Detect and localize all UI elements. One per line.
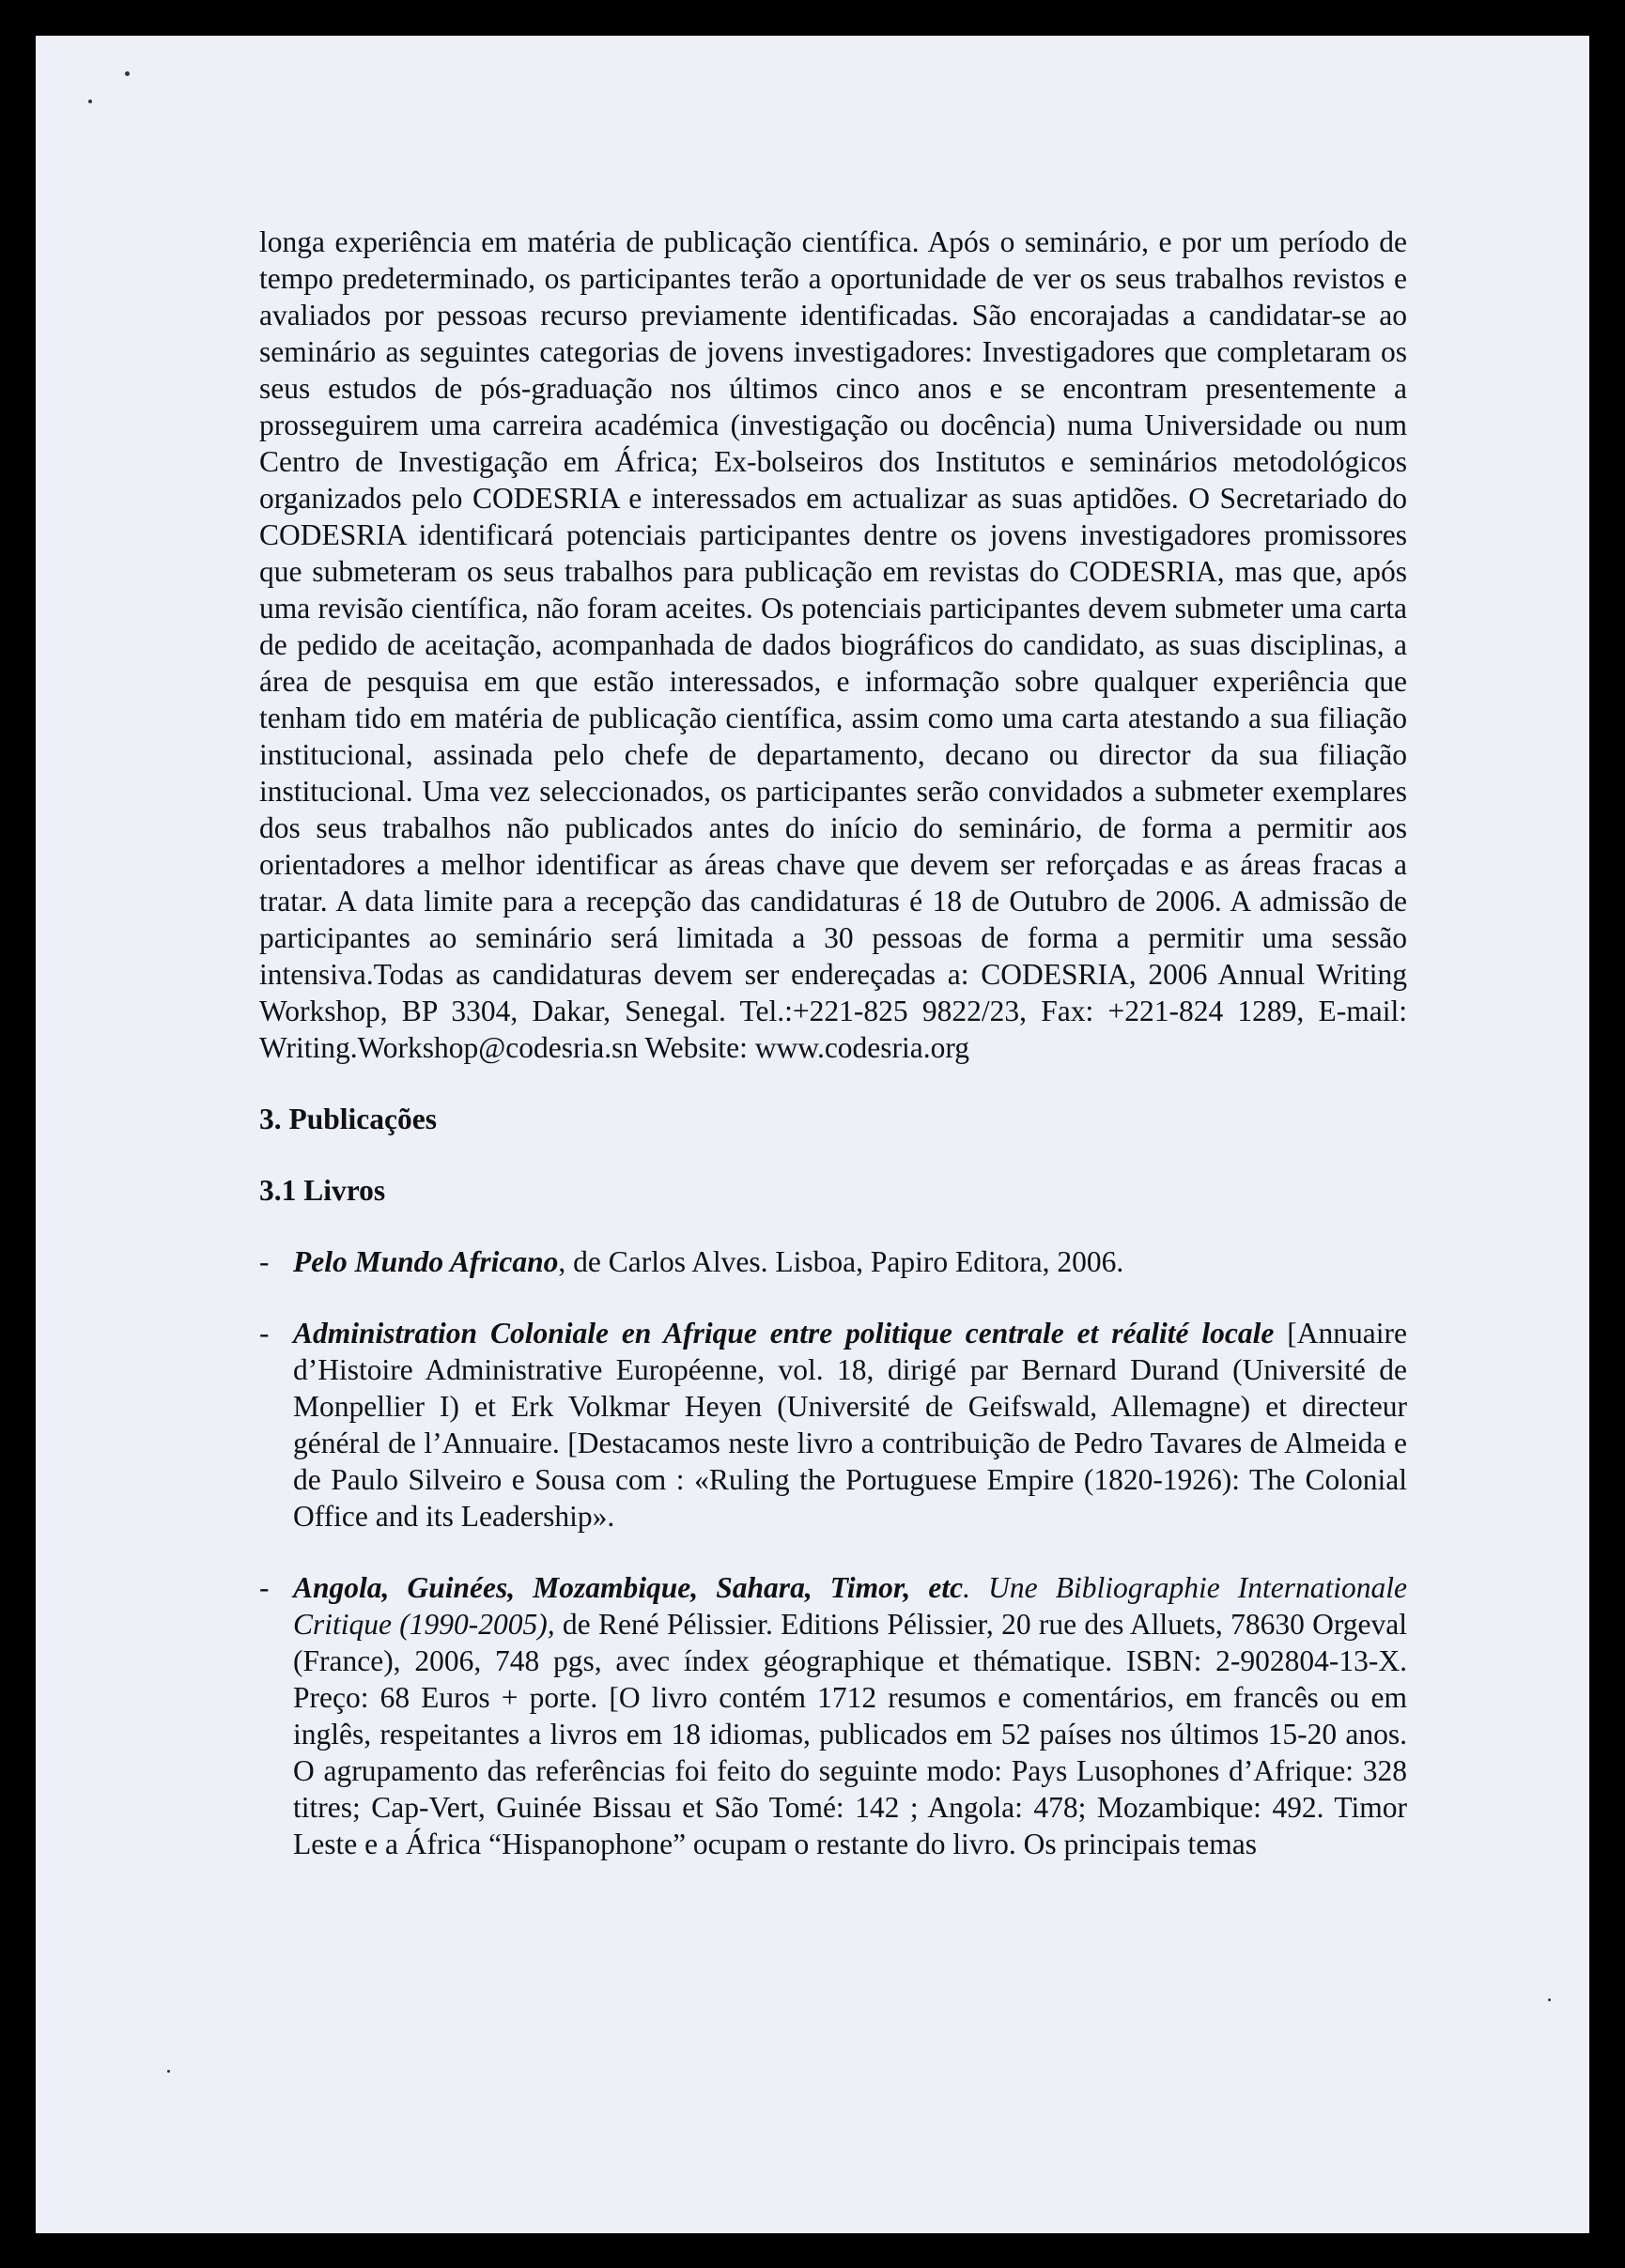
scan-speck — [167, 2070, 170, 2073]
book-subtitle: Une Bibliographie Internationale Critique (1990-2005), — [293, 1571, 1408, 1641]
subsection-heading: 3.1 Livros — [259, 1174, 386, 1207]
book-details: [Annuaire d’Histoire Administrative Européenne, vol. 18, dirigé par Bernard Durand (Université de Monpellier I) et Erk Volkmar Heyen (Université de Geifswald, Allemagne) et directeur général de l’Annuaire. [Destacamos neste livro a contribuição de Pedro Tavares de Almeida e de Paulo Silveiro e Sousa com : «Ruling the Portuguese Empire (1820-1926): The Colonial Office and its Leadership». — [293, 1317, 1407, 1533]
section-heading: 3. Publicações — [259, 1103, 437, 1135]
book-title: Angola, Guinées, Mozambique, Sahara, Timor, etc — [293, 1571, 964, 1604]
book-entry-text — [293, 1243, 1407, 1280]
list-dash: - — [259, 1571, 270, 1604]
list-dash: - — [259, 1317, 270, 1350]
book-entry — [259, 1569, 1407, 1862]
scan-speck — [88, 100, 92, 103]
book-details: , de Carlos Alves. Lisboa, Papiro Editora, 2006. — [558, 1245, 1124, 1278]
document-page — [36, 36, 1589, 2233]
list-dash: - — [259, 1245, 270, 1278]
book-title: Pelo Mundo Africano — [293, 1245, 559, 1278]
scan-speck — [1548, 1998, 1551, 2001]
book-details: de René Pélissier. Editions Pélissier, 20 rue des Alluets, 78630 Orgeval (France), 2006, 748 pgs, avec índex géographique et thématique. ISBN: 2-902804-13-X. Preço: 68 Euros + porte. [O livro contém 1712 resumos e comentários, em francês ou em inglês, respeitantes a livros em 18 idiomas, publicados em 52 países nos últimos 15-20 anos. O agrupamento das referências foi feito do seguinte modo: Pays Lusophones d’Afrique: 328 titres; Cap-Vert, Guinée Bissau et São Tomé: 142 ; Angola: 478; Mozambique: 492. Timor Leste e a África “Hispanophone” ocupam o restante do livro. Os principais temas — [293, 1608, 1407, 1860]
book-entry — [259, 1243, 1407, 1280]
book-entry-text — [293, 1315, 1407, 1535]
intro-paragraph: longa experiência em matéria de publicação científica. Após o seminário, e por um período de tempo predeterminado, os participantes terão a oportunidade de ver os seus trabalhos revistos e avaliados por pessoas recurso previamente identificadas. São encorajadas a candidatar-se ao seminário as seguintes categorias de jovens investigadores: Investigadores que completaram os seus estudos de pós-graduação nos últimos cinco anos e se encontram presentemente a prosseguirem uma carreira académica (investigação ou docência) numa Universidade ou num Centro de Investigação em África; Ex-bolseiros dos Institutos e seminários metodológicos organizados pelo CODESRIA e interessados em actualizar as suas aptidões. O Secretariado do CODESRIA identificará potenciais participantes dentre os jovens investigadores promissores que submeteram os seus trabalhos para publicação em revistas do CODESRIA, mas que, após uma revisão científica, não foram aceites. Os potenciais participantes devem submeter uma carta de pedido de aceitação, acompanhada de dados biográficos do candidato, as suas disciplinas, a área de pesquisa em que estão interessados, e informação sobre qualquer experiência que tenham tido em matéria de publicação científica, assim como uma carta atestando a sua filiação institucional, assinada pelo chefe de departamento, decano ou director da sua filiação institucional. Uma vez seleccionados, os participantes serão convidados a submeter exemplares dos seus trabalhos não publicados antes do início do seminário, de forma a permitir aos orientadores a melhor identificar as áreas chave que devem ser reforçadas e as áreas fracas a tratar. A data limite para a recepção das candidaturas é 18 de Outubro de 2006. A admissão de participantes ao seminário será limitada a 30 pessoas de forma a permitir uma sessão intensiva.Todas as candidaturas devem ser endereçadas a: CODESRIA, 2006 Annual Writing Workshop, BP 3304, Dakar, Senegal. Tel.:+221-825 9822/23, Fax: +221-824 1289, E-mail: Writing.Workshop@codesria.sn Website: www.codesria.org — [259, 225, 1407, 1064]
scan-speck — [125, 71, 130, 76]
book-entry-text — [293, 1569, 1407, 1862]
document-body — [259, 224, 1407, 1862]
book-title: Administration Coloniale en Afrique entre politique centrale et réalité locale — [293, 1317, 1275, 1350]
book-entry — [259, 1315, 1407, 1535]
book-title-dot: . — [963, 1571, 989, 1604]
